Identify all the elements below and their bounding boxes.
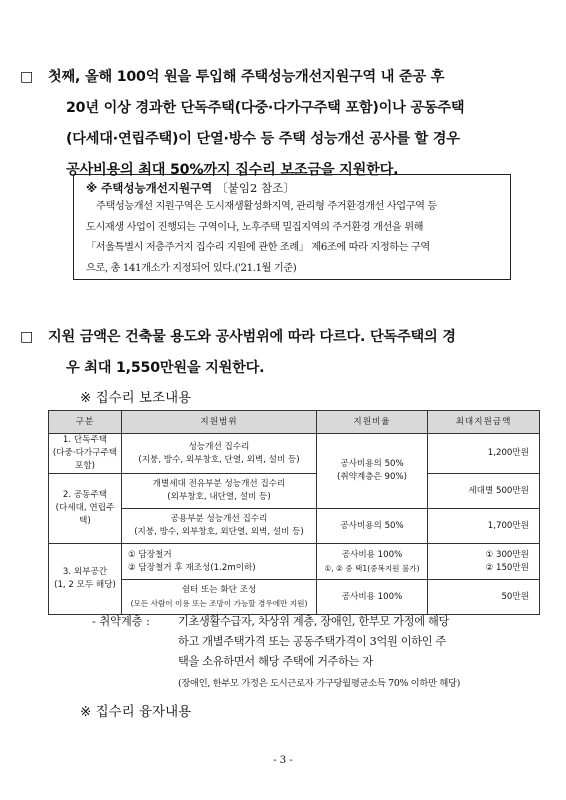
page-number: - 3 - bbox=[273, 755, 293, 766]
info-box-line: 도시재생 사업이 진행되는 구역이나, 노후주택 밀집지역의 주거환경 개선을 위해 bbox=[86, 221, 424, 233]
table-cell-scope bbox=[122, 580, 317, 615]
info-box-title-text: ※ 주택성능개선지원구역 bbox=[86, 181, 213, 195]
info-box-line: 으로, 총 141개소가 지정되어 있다.('21.1월 기준) bbox=[86, 262, 297, 274]
table-cell-amount: 세대별 500만원 bbox=[428, 474, 540, 509]
cell-text: (지붕, 방수, 외부창호, 외단열, 외벽, 설비 등) bbox=[134, 527, 304, 537]
vulnerable-line: 하고 개별주택가격 또는 공동주택가격이 3억원 이하인 주 bbox=[178, 635, 447, 648]
cell-text: 개별세대 전유부분 성능개선 집수리 bbox=[152, 479, 286, 489]
support-heading: ※ 집수리 보조내용 bbox=[80, 390, 192, 406]
table-cell-ratio bbox=[317, 544, 428, 580]
cell-text: ② 담장철거 후 재조성(1.2m이하) bbox=[128, 562, 256, 573]
info-box-line: 「서울특별시 저층주거지 집수리 지원에 관한 조례」 제6조에 따라 지정하는 구역 bbox=[86, 242, 430, 253]
vulnerable-line: 기초생활수급자, 차상위 계층, 장애인, 한부모 가정에 해당 bbox=[178, 615, 449, 628]
section2-line: 우 최대 1,550만원을 지원한다. bbox=[66, 360, 265, 376]
cell-text: 1. 단독주택 bbox=[62, 435, 108, 445]
cell-text: (다중·다가구주택 포함) bbox=[52, 448, 118, 471]
table-row bbox=[49, 474, 540, 509]
table-header: 구분 bbox=[49, 411, 122, 434]
info-box-ref: 〔붙임2 참조〕 bbox=[216, 181, 295, 195]
cell-text: ① 300만원 bbox=[485, 549, 529, 560]
section1-line: (다세대·연립주택)이 단열·방수 등 주택 성능개선 공사를 할 경우 bbox=[66, 131, 460, 147]
table-row bbox=[49, 544, 540, 580]
loan-heading: ※ 집수리 융자내용 bbox=[80, 704, 192, 720]
cell-text: (다세대, 연립주택) bbox=[55, 503, 115, 526]
cell-text: 공사비용 100% bbox=[341, 549, 403, 560]
cell-text: (지붕, 방수, 외부창호, 단열, 외벽, 설비 등) bbox=[138, 454, 300, 465]
table-cell-scope bbox=[122, 474, 317, 509]
table-cell-category bbox=[49, 434, 122, 474]
section1-line: 첫째, 올해 100억 원을 투입해 주택성능개선지원구역 내 준공 후 bbox=[48, 69, 445, 85]
table-row bbox=[49, 434, 540, 474]
table-cell-ratio: 공사비용 100% bbox=[317, 580, 428, 615]
section1-line: 공사비용의 최대 50%까지 집수리 보조금을 지원한다. bbox=[66, 162, 399, 178]
info-box bbox=[73, 174, 511, 280]
cell-text: 3. 외부공간 bbox=[62, 567, 108, 577]
vulnerable-line: 택을 소유하면서 해당 주택에 거주하는 자 bbox=[178, 655, 373, 668]
table-header-row bbox=[49, 411, 540, 434]
table-row bbox=[49, 509, 540, 544]
section2-line: 지원 금액은 건축물 용도와 공사범위에 따라 다르다. 단독주택의 경 bbox=[48, 329, 456, 345]
table-header: 지원범위 bbox=[122, 411, 317, 434]
cell-text: ①, ② 중 택1(중복지원 불가) bbox=[324, 563, 420, 573]
section2-paragraph bbox=[48, 322, 538, 384]
section1-paragraph bbox=[48, 62, 538, 186]
table-cell-amount: 1,700만원 bbox=[428, 509, 540, 544]
cell-text: (1, 2 모두 해당) bbox=[54, 580, 116, 590]
section1-line: 20년 이상 경과한 단독주택(다중·다가구주택 포함)이나 공동주택 bbox=[66, 100, 465, 116]
section1-bullet: □ bbox=[20, 69, 34, 85]
cell-text: (모든 사람이 이용 또는 조망이 가능할 경우에만 지원) bbox=[130, 599, 308, 608]
cell-text: ② 150만원 bbox=[485, 562, 529, 573]
table-cell-scope bbox=[122, 434, 317, 474]
cell-text: 2. 공동주택 bbox=[62, 490, 108, 500]
table-cell-ratio: 공사비용의 50% bbox=[317, 509, 428, 544]
support-table bbox=[48, 410, 540, 615]
info-box-title bbox=[86, 179, 500, 197]
table-cell-scope bbox=[122, 544, 317, 580]
table-cell-category bbox=[49, 474, 122, 544]
cell-text: 공용부분 성능개선 집수리 bbox=[170, 514, 268, 524]
table-row bbox=[49, 580, 540, 615]
vulnerable-footnote: (장애인, 한부모 가정은 도시근로자 가구당월평균소득 70% 이하만 해당) bbox=[178, 678, 461, 689]
cell-text: (취약계층은 90%) bbox=[336, 472, 408, 482]
table-cell-scope bbox=[122, 509, 317, 544]
table-cell-amount: 50만원 bbox=[428, 580, 540, 615]
cell-text: ① 담장철거 bbox=[128, 549, 172, 560]
cell-text: 성능개선 집수리 bbox=[188, 441, 250, 452]
table-cell-amount bbox=[428, 544, 540, 580]
cell-text: 공사비용의 50% bbox=[340, 459, 404, 469]
table-cell-category bbox=[49, 544, 122, 615]
info-box-body bbox=[86, 197, 500, 279]
table-header: 최대지원금액 bbox=[428, 411, 540, 434]
table-cell-ratio bbox=[317, 434, 428, 509]
info-box-line: 주택성능개선 지원구역은 도시재생활성화지역, 관리형 주거환경개선 사업구역 등 bbox=[96, 201, 437, 212]
section2-bullet: □ bbox=[20, 329, 34, 345]
table-header: 지원비율 bbox=[317, 411, 428, 434]
cell-text: (외부창호, 내단열, 설비 등) bbox=[167, 492, 271, 502]
cell-text: 쉼터 또는 화단 조성 bbox=[181, 585, 257, 595]
vulnerable-label: - 취약계층 : bbox=[92, 615, 150, 628]
table-cell-amount: 1,200만원 bbox=[428, 434, 540, 474]
